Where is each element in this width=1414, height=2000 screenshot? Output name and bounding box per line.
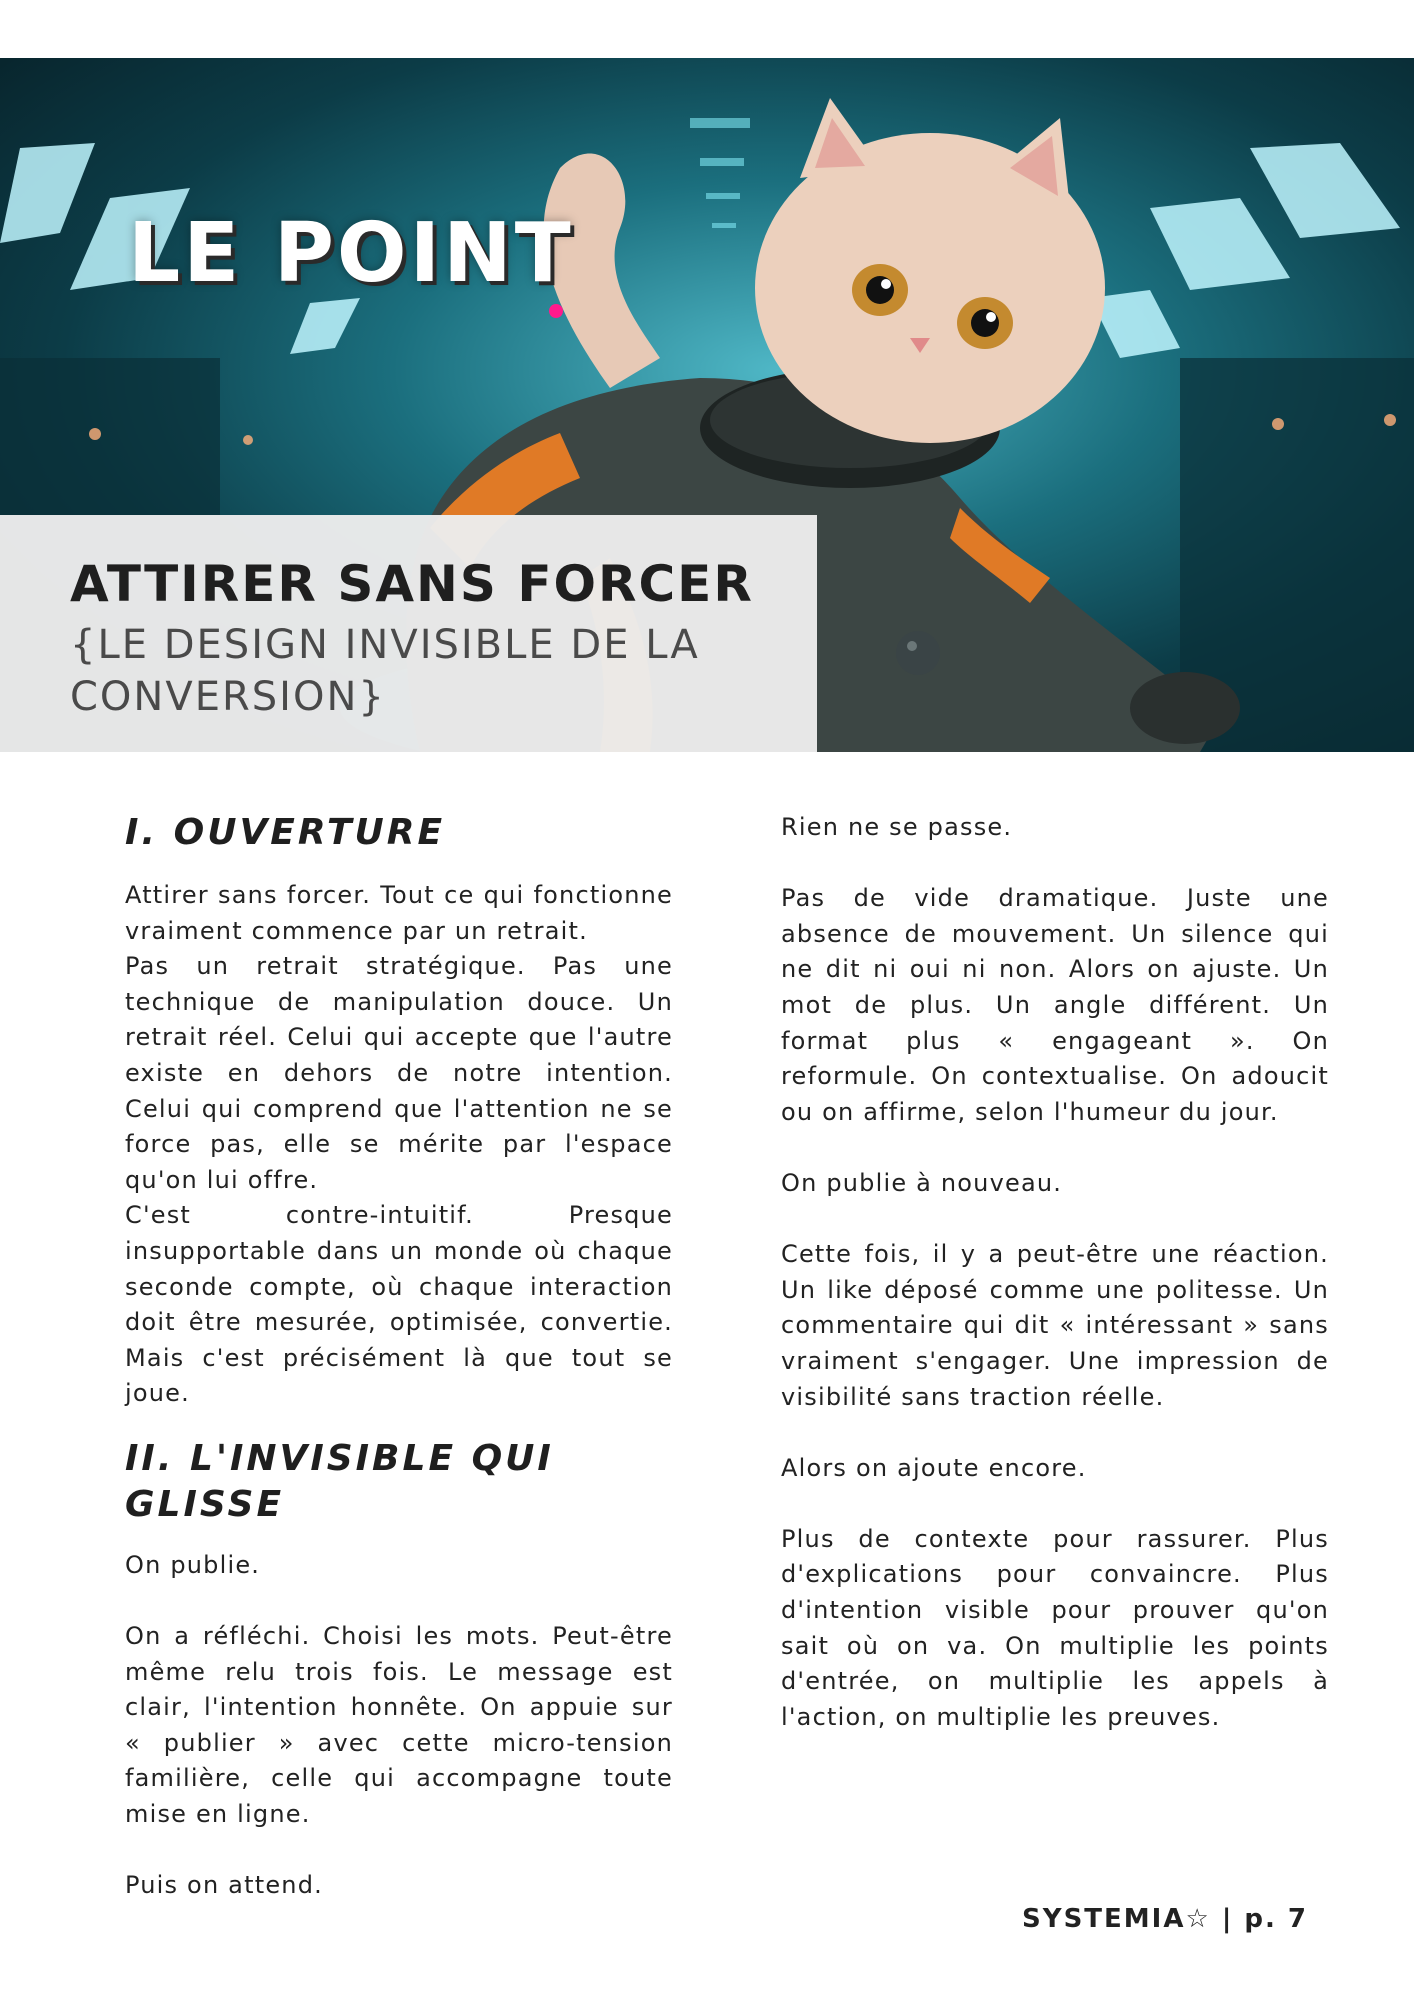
page-footer: SYSTEMIA☆ | p. 7 xyxy=(1022,1904,1308,1934)
section-heading-invisible: II. L'INVISIBLE QUI GLISSE xyxy=(125,1437,554,1525)
title-panel xyxy=(0,515,817,752)
paragraph: Cette fois, il y a peut-être une réaction. Un like déposé comme une politesse. Un commentaire qui dit « intéressant » sans vraiment s'engager. Une impression de visibilité sans traction réelle. xyxy=(781,1240,1329,1411)
paragraph: On a réfléchi. Choisi les mots. Peut-être même relu trois fois. Le message est clair, l'intention honnête. On appuie sur « publier » avec cette micro-tension familière, celle qui accompagne toute mise en ligne. xyxy=(125,1622,673,1829)
paragraph: Alors on ajoute encore. xyxy=(781,1453,1087,1482)
paragraph: Pas de vide dramatique. Juste une absence de mouvement. Un silence qui ne dit ni oui ni non. Alors on ajuste. Un mot de plus. Un angle différent. Un format plus « engageant ». On reformule. On contextualise. On adoucit ou on affirme, selon l'humeur du jour. xyxy=(781,884,1329,1126)
paragraph: Plus de contexte pour rassurer. Plus d'explications pour convaincre. Plus d'intention visible pour prouver qu'on sait où on va. On multiplie les points d'entrée, on multiplie les appels à l'action, on multiplie les preuves. xyxy=(781,1524,1329,1731)
brand-accent-dot xyxy=(549,304,563,318)
paragraph: Attirer sans forcer. Tout ce qui fonctionne vraiment commence par un retrait. xyxy=(125,881,673,945)
hero-banner xyxy=(0,58,1414,752)
paragraph: Puis on attend. xyxy=(125,1871,323,1900)
left-column xyxy=(125,810,673,1904)
article-subtitle: {LE DESIGN INVISIBLE DE LA CONVERSION} xyxy=(70,622,700,720)
section-heading-ouverture: I. OUVERTURE xyxy=(125,812,446,853)
paragraph: Pas un retrait stratégique. Pas une technique de manipulation douce. Un retrait réel. Celui qui accepte que l'autre existe en dehors de notre intention. Celui qui comprend que l'attention ne se force pas, elle se mérite par l'espace qu'on lui offre. xyxy=(125,952,673,1194)
article-title: ATTIRER SANS FORCER xyxy=(70,555,754,613)
magazine-brand: LE POINT xyxy=(128,206,574,301)
paragraph: C'est contre-intuitif. Presque insupportable dans un monde où chaque seconde compte, où chaque interaction doit être mesurée, optimisée, convertie. Mais c'est précisément là que tout se joue. xyxy=(125,1201,673,1408)
right-column xyxy=(781,810,1329,1735)
paragraph: Rien ne se passe. xyxy=(781,813,1013,841)
paragraph: On publie à nouveau. xyxy=(781,1168,1063,1197)
paragraph: On publie. xyxy=(125,1550,261,1579)
